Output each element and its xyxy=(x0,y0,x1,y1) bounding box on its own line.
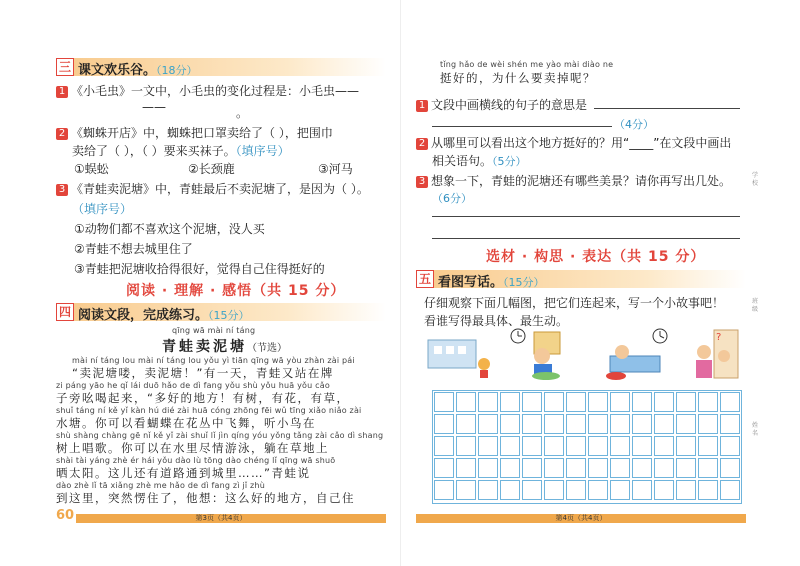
pinyin-line: dào zhè lǐ tā xiǎng zhè me hǎo de dì fang zì jǐ zhù xyxy=(56,481,265,490)
svg-text:?: ? xyxy=(716,332,722,343)
grid-cell[interactable] xyxy=(434,436,454,456)
text-line: 树上唱歌。你可以在水里尽情游泳，躺在草地上 xyxy=(56,441,329,455)
picture-3-bed xyxy=(606,329,667,380)
option: ③河马 xyxy=(318,162,353,176)
grid-cell[interactable] xyxy=(720,392,740,412)
section-number: 四 xyxy=(56,303,74,321)
pinyin-line: shù shàng chàng gē nǐ kě yǐ zài shuǐ lǐ jìn qíng yóu yǒng tǎng zài cǎo dì shang xyxy=(56,431,384,440)
section-banner: 阅读 · 理解 · 感悟（共 15 分） xyxy=(126,283,346,299)
pinyin-line: shài tài yáng zhè ér hái yǒu dào lù tōng dào chéng lǐ qīng wā shuō xyxy=(56,456,336,465)
option: ②长颈鹿 xyxy=(188,162,235,176)
answer-line[interactable] xyxy=(432,216,740,217)
option: ③青蛙把泥塘收拾得很好，觉得自己住得挺好的 xyxy=(74,262,325,276)
section-number: 五 xyxy=(416,270,434,288)
binding-label: 级 xyxy=(752,306,759,313)
grid-cell[interactable] xyxy=(632,436,652,456)
binding-label: 姓 xyxy=(752,422,759,429)
grid-cell[interactable] xyxy=(588,414,608,434)
question-1-end: 。 xyxy=(236,106,249,120)
grid-cell[interactable] xyxy=(676,480,696,500)
grid-cell[interactable] xyxy=(610,458,630,478)
pinyin-line: mài ní táng lou mài ní táng lou yǒu yì tiān qīng wā yòu zhàn zài pái xyxy=(72,356,355,365)
question-1: 1 《小毛虫》一文中，小毛虫的变化过程是：小毛虫—— xyxy=(56,82,359,99)
grid-cell[interactable] xyxy=(456,414,476,434)
grid-cell[interactable] xyxy=(610,414,630,434)
grid-cell[interactable] xyxy=(720,436,740,456)
grid-cell[interactable] xyxy=(698,458,718,478)
grid-cell[interactable] xyxy=(610,436,630,456)
grid-cell[interactable] xyxy=(500,392,520,412)
text-line: “卖泥塘喽，卖泥塘！”有一天，青蛙又站在牌 xyxy=(72,366,334,380)
binding-label: 校 xyxy=(752,180,759,187)
answer-line[interactable] xyxy=(432,238,740,239)
grid-cell[interactable] xyxy=(566,480,586,500)
grid-cell[interactable] xyxy=(478,458,498,478)
grid-cell[interactable] xyxy=(610,392,630,412)
page-gutter xyxy=(400,0,401,566)
story-title: 青蛙卖泥塘（节选） xyxy=(162,339,287,355)
binding-label: 学 xyxy=(752,172,759,179)
grid-cell[interactable] xyxy=(478,480,498,500)
grid-cell[interactable] xyxy=(676,458,696,478)
grid-cell[interactable] xyxy=(676,414,696,434)
question-1: 1 文段中画横线的句子的意思是 xyxy=(416,96,587,113)
grid-cell[interactable] xyxy=(478,392,498,412)
grid-cell[interactable] xyxy=(566,392,586,412)
question-2: 2 《蜘蛛开店》中，蜘蛛把口罩卖给了（ ），把围巾 xyxy=(56,124,333,141)
grid-cell[interactable] xyxy=(456,436,476,456)
grid-cell[interactable] xyxy=(720,414,740,434)
pinyin-line: shuǐ táng ní kě yǐ kàn hú dié zài huā cóng zhōng fēi wǔ tīng xiǎo niǎo zài xyxy=(56,406,362,415)
grid-cell[interactable] xyxy=(698,414,718,434)
points: （6分） xyxy=(432,192,472,205)
question-1-blank: —— xyxy=(142,100,166,114)
grid-cell[interactable] xyxy=(632,458,652,478)
grid-cell[interactable] xyxy=(544,436,564,456)
grid-cell[interactable] xyxy=(500,480,520,500)
grid-cell[interactable] xyxy=(654,414,674,434)
grid-cell[interactable] xyxy=(522,414,542,434)
grid-cell[interactable] xyxy=(434,480,454,500)
grid-cell[interactable] xyxy=(478,436,498,456)
binding-label: 班 xyxy=(752,298,759,305)
question-2-line2: 相关语句。（5分） xyxy=(432,154,527,168)
grid-cell[interactable] xyxy=(522,458,542,478)
picture-1-school xyxy=(428,340,490,378)
grid-cell[interactable] xyxy=(698,436,718,456)
answer-line[interactable] xyxy=(594,108,740,109)
grid-cell[interactable] xyxy=(676,392,696,412)
grid-cell[interactable] xyxy=(676,436,696,456)
grid-cell[interactable] xyxy=(632,392,652,412)
grid-cell[interactable] xyxy=(588,392,608,412)
grid-cell[interactable] xyxy=(720,480,740,500)
grid-cell[interactable] xyxy=(632,480,652,500)
hint: （填序号） xyxy=(72,202,133,216)
story-pictures xyxy=(424,326,744,382)
page-number: 60 xyxy=(56,508,75,523)
grid-cell[interactable] xyxy=(566,436,586,456)
grid-cell[interactable] xyxy=(566,458,586,478)
grid-cell[interactable] xyxy=(544,480,564,500)
grid-cell[interactable] xyxy=(500,436,520,456)
grid-cell[interactable] xyxy=(654,458,674,478)
text-line: 水塘。你可以看蝴蝶在花丛中飞舞，听小鸟在 xyxy=(56,416,316,430)
question-2-line2: 卖给了（ ），（ ）要来买袜子。（填序号） xyxy=(72,144,290,158)
question-3: 3 想象一下，青蛙的泥塘还有哪些美景？请你再写出几处。 xyxy=(416,172,731,189)
section-banner: 选材 · 构思 · 表达（共 15 分） xyxy=(486,249,706,265)
grid-cell[interactable] xyxy=(456,392,476,412)
pinyin-line: zi páng yāo he qǐ lái duō hǎo de dì fang yǒu shù yǒu huā yǒu cǎo xyxy=(56,381,330,390)
writing-prompt: 仔细观察下面几幅图，把它们连起来，写一个小故事吧！ xyxy=(424,296,725,310)
grid-cell[interactable] xyxy=(434,458,454,478)
option: ②青蛙不想去城里住了 xyxy=(74,242,193,256)
section-title: 看图写话。（15分） xyxy=(438,275,545,290)
picture-2-clock-and-child xyxy=(511,329,560,380)
grid-cell[interactable] xyxy=(544,458,564,478)
page-footer: 第3页（共4页） xyxy=(56,514,386,523)
grid-cell[interactable] xyxy=(588,436,608,456)
grid-cell[interactable] xyxy=(500,414,520,434)
section-title: 课文欢乐谷。（18分） xyxy=(78,63,198,78)
grid-cell[interactable] xyxy=(588,458,608,478)
title-pinyin: qīng wā mài ní táng xyxy=(172,326,256,335)
binding-label: 名 xyxy=(752,430,759,437)
question-3: 3 《青蛙卖泥塘》中，青蛙最后不卖泥塘了，是因为（ ）。 xyxy=(56,180,369,197)
section-number: 三 xyxy=(56,58,74,76)
grid-cell[interactable] xyxy=(654,436,674,456)
text-line: 到这里，突然愣住了，他想：这么好的地方，自己住 xyxy=(56,491,355,505)
text-line: 子旁吆喝起来，“多好的地方！有树，有花，有草， xyxy=(56,391,350,405)
option: ①动物们都不喜欢这个泥塘，没人买 xyxy=(74,222,265,236)
text-line: 挺好的，为什么要卖掉呢？ xyxy=(440,71,596,85)
grid-cell[interactable] xyxy=(654,392,674,412)
grid-cell[interactable] xyxy=(544,392,564,412)
grid-cell[interactable] xyxy=(478,414,498,434)
pinyin-line: tǐng hǎo de wèi shén me yào mài diào ne xyxy=(440,60,614,69)
grid-cell[interactable] xyxy=(544,414,564,434)
page-footer: 第4页（共4页） xyxy=(416,514,746,523)
grid-cell[interactable] xyxy=(698,392,718,412)
grid-cell[interactable] xyxy=(522,392,542,412)
grid-cell[interactable] xyxy=(456,458,476,478)
grid-cell[interactable] xyxy=(588,480,608,500)
points: （4分） xyxy=(614,118,654,131)
question-2: 2 从哪里可以看出这个地方挺好的？用“____”在文段中画出 xyxy=(416,134,731,151)
text-line: 晒太阳。这儿还有道路通到城里……”青蛙说 xyxy=(56,466,311,480)
grid-cell[interactable] xyxy=(456,480,476,500)
right-page xyxy=(400,0,800,566)
grid-cell[interactable] xyxy=(434,414,454,434)
grid-cell[interactable] xyxy=(632,414,652,434)
grid-cell[interactable] xyxy=(720,458,740,478)
grid-cell[interactable] xyxy=(698,480,718,500)
picture-4-mother-and-child xyxy=(696,330,738,378)
grid-cell[interactable] xyxy=(654,480,674,500)
grid-cell[interactable] xyxy=(566,414,586,434)
writing-prompt: 看谁写得最具体、最生动。 xyxy=(424,314,569,328)
grid-cell[interactable] xyxy=(522,480,542,500)
grid-cell[interactable] xyxy=(500,458,520,478)
option: ①蜈蚣 xyxy=(74,162,109,176)
grid-cell[interactable] xyxy=(522,436,542,456)
grid-cell[interactable] xyxy=(434,392,454,412)
answer-line[interactable] xyxy=(432,126,612,127)
section-title: 阅读文段，完成练习。（15分） xyxy=(78,308,250,323)
grid-cell[interactable] xyxy=(610,480,630,500)
